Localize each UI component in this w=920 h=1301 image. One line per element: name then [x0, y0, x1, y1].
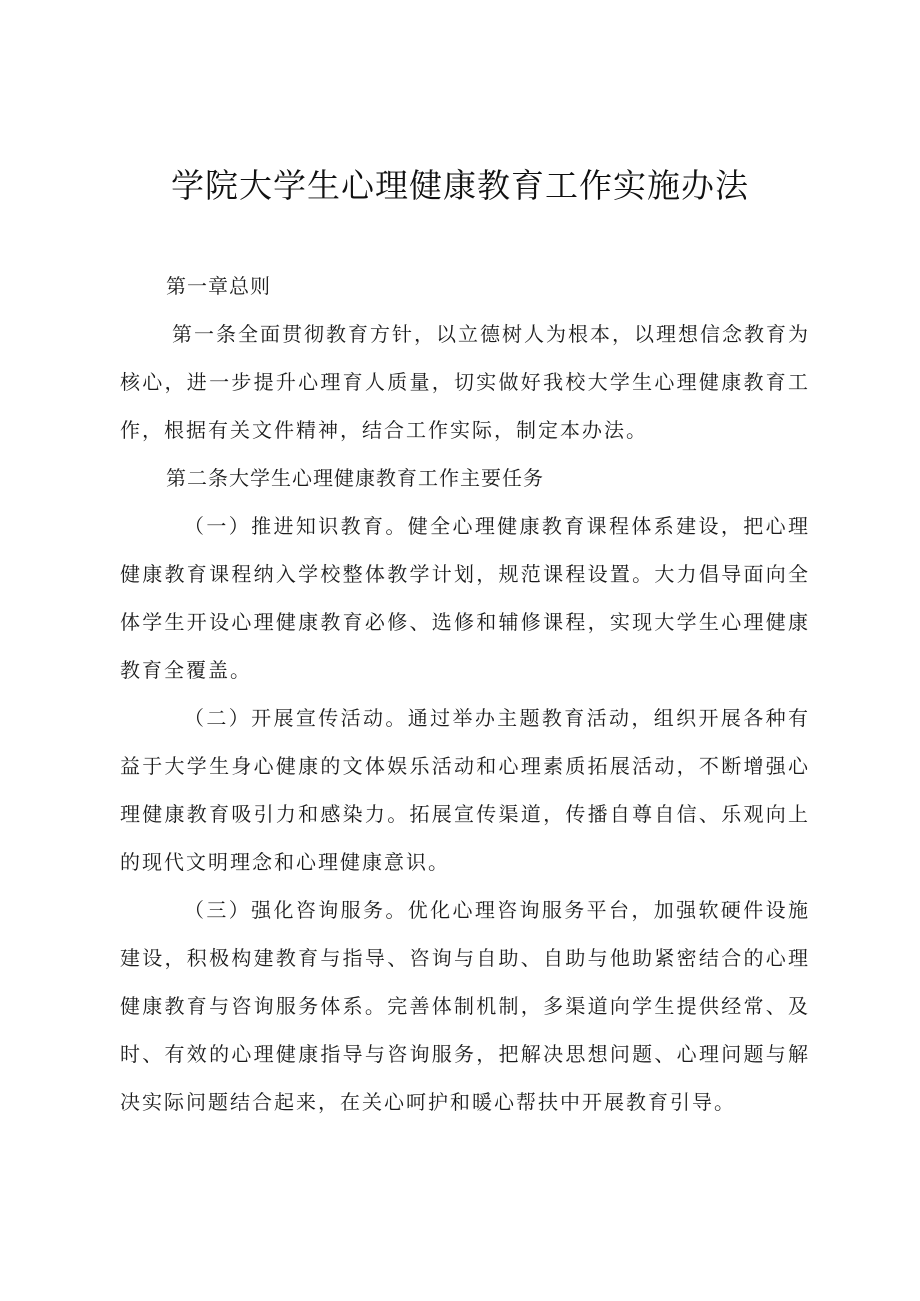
article-2-heading: 第二条大学生心理健康教育工作主要任务 [166, 466, 544, 490]
task-item-1: （一）推进知识教育。健全心理健康教育课程体系建设，把心理健康教育课程纳入学校整体教学计划，规范课程设置。大力倡导面向全体学生开设心理健康教育必修、选修和辅修课程，实现大学生心理健康教育全覆盖。 [120, 514, 810, 682]
document-body [120, 262, 810, 1126]
task-item-3: （三）强化咨询服务。优化心理咨询服务平台，加强软硬件设施建设，积极构建教育与指导、咨询与自助、自助与他助紧密结合的心理健康教育与咨询服务体系。完善体制机制，多渠道向学生提供经常、及时、有效的心理健康指导与咨询服务，把解决思想问题、心理问题与解决实际问题结合起来，在关心呵护和暖心帮扶中开展教育引导。 [120, 898, 810, 1114]
chapter-heading: 第一章总则 [166, 274, 271, 298]
document-title: 学院大学生心理健康教育工作实施办法 [171, 166, 749, 205]
article-1-paragraph: 第一条全面贯彻教育方针，以立德树人为根本，以理想信念教育为核心，进一步提升心理育人质量，切实做好我校大学生心理健康教育工作，根据有关文件精神，结合工作实际，制定本办法。 [120, 322, 810, 442]
task-item-2: （二）开展宣传活动。通过举办主题教育活动，组织开展各种有益于大学生身心健康的文体娱乐活动和心理素质拓展活动，不断增强心理健康教育吸引力和感染力。拓展宣传渠道，传播自尊自信、乐观向上的现代文明理念和心理健康意识。 [120, 706, 810, 874]
